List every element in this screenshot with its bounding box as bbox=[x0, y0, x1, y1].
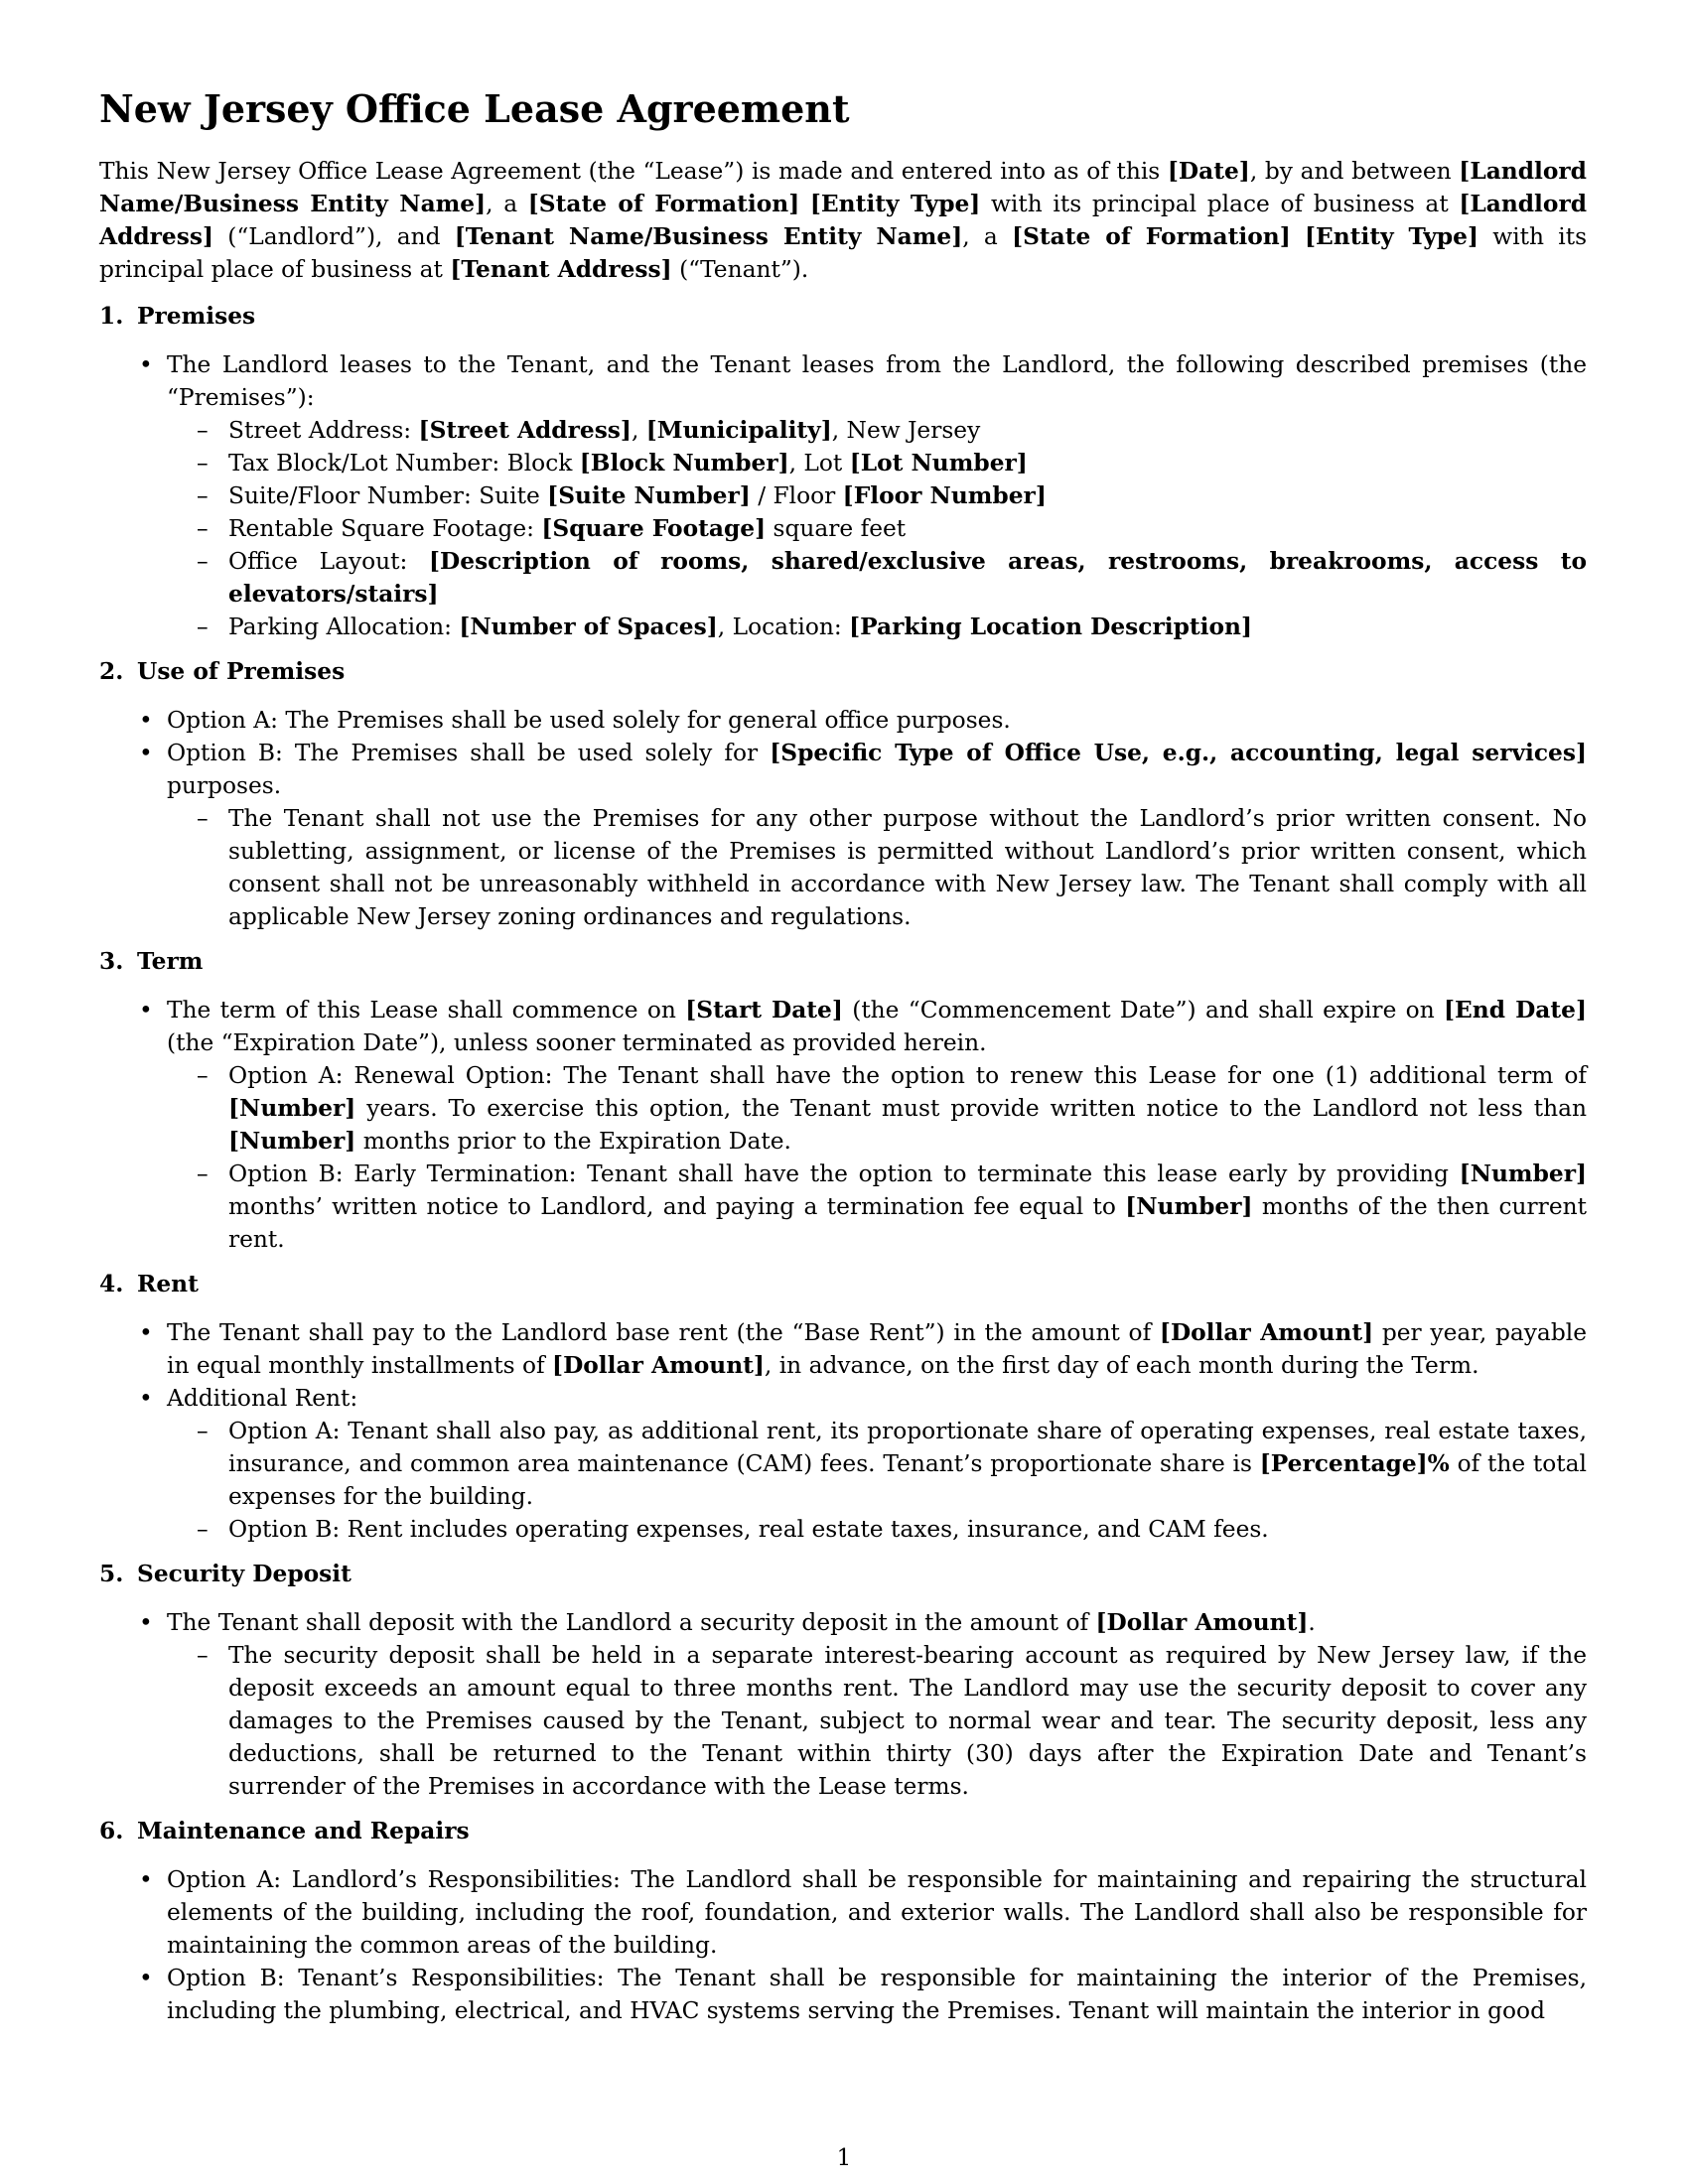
placeholder-field: [Dollar Amount] bbox=[1159, 1319, 1374, 1346]
section-title: Rent bbox=[137, 1271, 199, 1297]
section-heading bbox=[99, 945, 1587, 978]
text-run: , a bbox=[962, 223, 1013, 250]
sub-list bbox=[167, 802, 1587, 933]
text-run: Option A: Renewal Option: The Tenant shall have the option to renew this Lease for one (1) additional term of bbox=[228, 1062, 1587, 1089]
text-run: square feet bbox=[766, 515, 907, 542]
section-title: Use of Premises bbox=[137, 658, 346, 685]
placeholder-field: [End Date] bbox=[1444, 997, 1587, 1024]
section-heading bbox=[99, 1268, 1587, 1300]
placeholder-field: [Tenant Name/Business Entity Name] bbox=[454, 223, 963, 250]
text-run: Parking Allocation: bbox=[228, 614, 460, 640]
text-run: , bbox=[631, 417, 646, 444]
bullet-item bbox=[99, 737, 1587, 933]
section-title: Maintenance and Repairs bbox=[137, 1818, 470, 1844]
text-run: years. To exercise this option, the Tenant must provide written notice to the Landlord not less than bbox=[355, 1095, 1587, 1122]
placeholder-field: [Description of rooms, shared/exclusive areas, restrooms, breakrooms, access to elevators/stairs] bbox=[228, 548, 1587, 608]
sub-item bbox=[167, 611, 1587, 643]
section-number: 3. bbox=[99, 948, 124, 975]
text-run: , Lot bbox=[788, 450, 850, 477]
placeholder-field: [State of Formation] bbox=[527, 191, 800, 217]
text-run: purposes. bbox=[167, 772, 282, 799]
bullet-item bbox=[99, 704, 1587, 737]
sub-list bbox=[167, 1639, 1587, 1803]
placeholder-field: [Lot Number] bbox=[849, 450, 1028, 477]
section-number: 1. bbox=[99, 303, 124, 330]
text-run: months of the then current rent. bbox=[228, 1193, 1587, 1253]
section-number: 6. bbox=[99, 1818, 124, 1844]
sub-item bbox=[167, 1059, 1587, 1158]
bullet-list bbox=[99, 1316, 1587, 1546]
text-run: Office Layout: bbox=[228, 548, 430, 575]
text-run: Rentable Square Footage: bbox=[228, 515, 542, 542]
placeholder-field: [Specific Type of Office Use, e.g., accounting, legal services] bbox=[770, 740, 1587, 766]
sub-item bbox=[167, 1639, 1587, 1803]
text-run: (the “Commencement Date”) and shall expire on bbox=[842, 997, 1445, 1024]
text-run: , New Jersey bbox=[831, 417, 981, 444]
text-run: Tax Block/Lot Number: Block bbox=[228, 450, 580, 477]
placeholder-field: [Number of Spaces] bbox=[459, 614, 718, 640]
text-run: months’ written notice to Landlord, and paying a termination fee equal to bbox=[228, 1193, 1126, 1220]
bullet-list bbox=[99, 1863, 1587, 2027]
bullet-item bbox=[99, 1863, 1587, 1962]
text-run: The term of this Lease shall commence on bbox=[167, 997, 686, 1024]
bullet-list bbox=[99, 994, 1587, 1256]
placeholder-field: [Number] bbox=[1459, 1160, 1587, 1187]
page-number: 1 bbox=[836, 2145, 852, 2171]
placeholder-field: [Suite Number] bbox=[547, 482, 751, 509]
section-number: 4. bbox=[99, 1271, 124, 1297]
sub-item bbox=[167, 447, 1587, 479]
section-heading bbox=[99, 655, 1587, 688]
placeholder-field: [Entity Type] bbox=[1304, 223, 1479, 250]
text-run: (“Landlord”), and bbox=[213, 223, 455, 250]
text-run: , a bbox=[486, 191, 528, 217]
placeholder-field: [Parking Location Description] bbox=[849, 614, 1252, 640]
section-number: 2. bbox=[99, 658, 124, 685]
intro-paragraph bbox=[99, 155, 1587, 286]
text-run: Option A: Tenant shall also pay, as additional rent, its proportionate share of operating expenses, real estate taxes, insurance, and common area maintenance (CAM) fees. Tenant’s proportionate share is bbox=[228, 1418, 1587, 1477]
text-run: / Floor bbox=[750, 482, 843, 509]
section-title: Term bbox=[137, 948, 204, 975]
text-run: . bbox=[1308, 1609, 1316, 1636]
text-run: per year, payable in equal monthly installments of bbox=[167, 1319, 1587, 1379]
text-run: of the total expenses for the building. bbox=[228, 1450, 1587, 1510]
section-title: Security Deposit bbox=[137, 1561, 352, 1587]
sub-list bbox=[167, 414, 1587, 643]
text-run: The security deposit shall be held in a separate interest-bearing account as required by New Jersey law, if the deposit exceeds an amount equal to three months rent. The Landlord may use the security deposit to cover any damages to the Premises caused by the Tenant, subject to normal wear and tear. The security deposit, less any deductions, shall be returned to the Tenant within thirty (30) days after the Expiration Date and Tenant’s surrender of the Premises in accordance with the Lease terms. bbox=[228, 1642, 1587, 1800]
sub-item bbox=[167, 479, 1587, 512]
text-run: , by and between bbox=[1249, 158, 1460, 185]
placeholder-field: [Tenant Address] bbox=[450, 256, 672, 283]
text-run: (“Tenant”). bbox=[671, 256, 809, 283]
text-run: Option A: Landlord’s Responsibilities: The Landlord shall be responsible for maintaining and repairing the structural elements of the building, including the roof, foundation, and exterior walls. The Landlord shall also be responsible for maintaining the common areas of the building. bbox=[167, 1866, 1587, 1959]
sub-item bbox=[167, 1158, 1587, 1256]
sub-list bbox=[167, 1415, 1587, 1546]
sub-item bbox=[167, 545, 1587, 611]
text-run: Option A: The Premises shall be used solely for general office purposes. bbox=[167, 707, 1011, 734]
placeholder-field: [Landlord Name/Business Entity Name] bbox=[99, 158, 1587, 217]
text-run: The Tenant shall not use the Premises for any other purpose without the Landlord’s prior written consent. No subletting, assignment, or license of the Premises is permitted without Landlord’s prior written consent, which consent shall not be unreasonably withheld in accordance with New Jersey law. The Tenant shall comply with all applicable New Jersey zoning ordinances and regulations. bbox=[228, 805, 1587, 930]
placeholder-field: [Floor Number] bbox=[842, 482, 1047, 509]
bullet-item bbox=[99, 348, 1587, 643]
page-title: New Jersey Office Lease Agreement bbox=[99, 86, 850, 131]
placeholder-field: [Number] bbox=[228, 1095, 356, 1122]
sections-container bbox=[99, 300, 1587, 2027]
bullet-list bbox=[99, 704, 1587, 933]
text-run: Option B: Rent includes operating expenses, real estate taxes, insurance, and CAM fees. bbox=[228, 1516, 1269, 1543]
text-run: This New Jersey Office Lease Agreement (the “Lease”) is made and entered into as of this bbox=[99, 158, 1168, 185]
text-run bbox=[1291, 223, 1305, 250]
text-run: with its principal place of business at bbox=[980, 191, 1460, 217]
placeholder-field: [Date] bbox=[1167, 158, 1250, 185]
bullet-item bbox=[99, 994, 1587, 1256]
text-run: Additional Rent: bbox=[167, 1385, 358, 1412]
bullet-item bbox=[99, 1316, 1587, 1382]
placeholder-field: [State of Formation] bbox=[1012, 223, 1291, 250]
text-run: , in advance, on the first day of each month during the Term. bbox=[764, 1352, 1479, 1379]
placeholder-field: [Start Date] bbox=[685, 997, 843, 1024]
section-title: Premises bbox=[137, 303, 256, 330]
text-run bbox=[799, 191, 810, 217]
document-page bbox=[99, 85, 1587, 2039]
bullet-item bbox=[99, 1962, 1587, 2027]
text-run: The Landlord leases to the Tenant, and the Tenant leases from the Landlord, the following described premises (the “Premises”): bbox=[167, 351, 1587, 411]
section-heading bbox=[99, 300, 1587, 333]
placeholder-field: [Entity Type] bbox=[809, 191, 981, 217]
placeholder-field: [Number] bbox=[228, 1128, 356, 1155]
placeholder-field: [Dollar Amount] bbox=[552, 1352, 765, 1379]
sub-item bbox=[167, 512, 1587, 545]
placeholder-field: [Block Number] bbox=[579, 450, 789, 477]
text-run: Option B: The Premises shall be used solely for bbox=[167, 740, 771, 766]
placeholder-field: [Dollar Amount] bbox=[1095, 1609, 1309, 1636]
bullet-item bbox=[99, 1606, 1587, 1803]
section-number: 5. bbox=[99, 1561, 124, 1587]
text-run: The Tenant shall deposit with the Landlord a security deposit in the amount of bbox=[167, 1609, 1096, 1636]
text-run: Suite/Floor Number: Suite bbox=[228, 482, 548, 509]
sub-item bbox=[167, 802, 1587, 933]
text-run: Option B: Early Termination: Tenant shall have the option to terminate this lease early by providing bbox=[228, 1160, 1460, 1187]
text-run: The Tenant shall pay to the Landlord base rent (the “Base Rent”) in the amount of bbox=[167, 1319, 1160, 1346]
placeholder-field: [Square Footage] bbox=[541, 515, 767, 542]
section-heading bbox=[99, 1815, 1587, 1847]
bullet-list bbox=[99, 348, 1587, 643]
placeholder-field: [Percentage]% bbox=[1259, 1450, 1450, 1477]
text-run: with its principal place of business at bbox=[99, 223, 1588, 283]
text-run: , Location: bbox=[717, 614, 850, 640]
sub-item bbox=[167, 414, 1587, 447]
sub-list bbox=[167, 1059, 1587, 1256]
placeholder-field: [Street Address] bbox=[418, 417, 632, 444]
text-run: Street Address: bbox=[228, 417, 419, 444]
bullet-list bbox=[99, 1606, 1587, 1803]
placeholder-field: [Municipality] bbox=[645, 417, 832, 444]
placeholder-field: [Landlord Address] bbox=[99, 191, 1588, 250]
bullet-item bbox=[99, 1382, 1587, 1546]
text-run: months prior to the Expiration Date. bbox=[355, 1128, 791, 1155]
sub-item bbox=[167, 1415, 1587, 1513]
section-heading bbox=[99, 1558, 1587, 1590]
text-run: Option B: Tenant’s Responsibilities: The Tenant shall be responsible for maintaining the interior of the Premises, including the plumbing, electrical, and HVAC systems serving the Premises. Tenant will maintain the interior in good bbox=[167, 1965, 1587, 2024]
text-run: (the “Expiration Date”), unless sooner terminated as provided herein. bbox=[167, 1029, 987, 1056]
sub-item bbox=[167, 1513, 1587, 1546]
placeholder-field: [Number] bbox=[1125, 1193, 1253, 1220]
